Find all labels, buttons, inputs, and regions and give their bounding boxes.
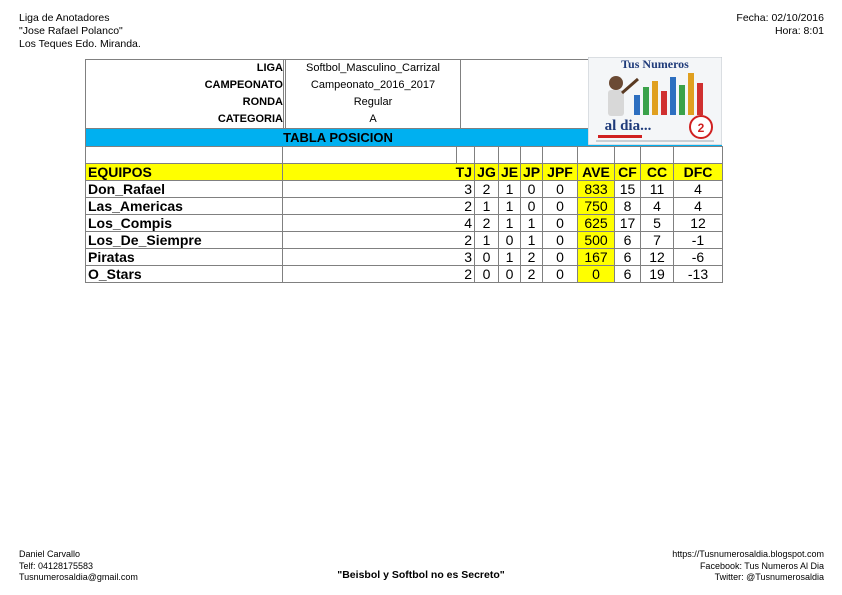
standings-table bbox=[85, 146, 722, 283]
author-phone: Telf: 04128175583 bbox=[19, 560, 94, 571]
cell-ave: 750 bbox=[578, 198, 615, 215]
cell-ave: 167 bbox=[578, 249, 615, 266]
cell-jg: 2 bbox=[475, 181, 499, 198]
cell-cf: 15 bbox=[615, 181, 641, 198]
facebook-link[interactable]: Facebook: Tus Numeros Al Dia bbox=[699, 560, 824, 571]
cell-tj: 2 bbox=[283, 198, 475, 215]
cell-jp: 2 bbox=[521, 266, 543, 283]
col-jp: JP bbox=[521, 164, 543, 181]
header-datetime bbox=[736, 12, 824, 38]
info-row-liga bbox=[86, 60, 590, 77]
cell-dfc: 4 bbox=[674, 198, 723, 215]
blog-link[interactable]: https://Tusnumerosaldia.blogspot.com bbox=[672, 549, 824, 559]
cell-jg: 2 bbox=[475, 215, 499, 232]
cell-cc: 19 bbox=[641, 266, 674, 283]
cell-jpf: 0 bbox=[543, 181, 578, 198]
cell-jpf: 0 bbox=[543, 249, 578, 266]
cell-jg: 0 bbox=[475, 249, 499, 266]
col-dfc: DFC bbox=[674, 164, 723, 181]
col-equipos: EQUIPOS bbox=[86, 164, 283, 181]
spacer-row bbox=[86, 147, 723, 164]
team-name: Don_Rafael bbox=[86, 181, 283, 198]
svg-text:2: 2 bbox=[697, 121, 705, 135]
logo-top-text: Tus Numeros bbox=[621, 57, 689, 71]
report-date: Fecha: 02/10/2016 bbox=[736, 12, 824, 24]
cell-je: 1 bbox=[499, 198, 521, 215]
report-time: Hora: 8:01 bbox=[774, 25, 824, 37]
info-value: Regular bbox=[285, 94, 461, 111]
table-row bbox=[86, 266, 723, 283]
table-row bbox=[86, 198, 723, 215]
cell-dfc: 4 bbox=[674, 181, 723, 198]
cell-cc: 5 bbox=[641, 215, 674, 232]
table-row bbox=[86, 232, 723, 249]
cell-jg: 1 bbox=[475, 232, 499, 249]
cell-jg: 0 bbox=[475, 266, 499, 283]
cell-cc: 4 bbox=[641, 198, 674, 215]
cell-dfc: -6 bbox=[674, 249, 723, 266]
info-block bbox=[85, 59, 590, 129]
team-name: O_Stars bbox=[86, 266, 283, 283]
cell-ave: 500 bbox=[578, 232, 615, 249]
cell-jpf: 0 bbox=[543, 232, 578, 249]
standings-grid bbox=[85, 146, 723, 283]
cell-cf: 6 bbox=[615, 266, 641, 283]
info-value: Campeonato_2016_2017 bbox=[285, 77, 461, 94]
cell-ave: 833 bbox=[578, 181, 615, 198]
team-name: Las_Americas bbox=[86, 198, 283, 215]
team-name: Piratas bbox=[86, 249, 283, 266]
cell-je: 0 bbox=[499, 232, 521, 249]
header-org bbox=[19, 12, 141, 51]
cell-tj: 3 bbox=[283, 249, 475, 266]
table-row bbox=[86, 249, 723, 266]
col-tj: TJ bbox=[283, 164, 475, 181]
cell-tj: 2 bbox=[283, 232, 475, 249]
cell-jpf: 0 bbox=[543, 198, 578, 215]
cell-jpf: 0 bbox=[543, 215, 578, 232]
info-row-categoria bbox=[86, 111, 590, 128]
info-row-campeonato bbox=[86, 77, 590, 94]
info-row-ronda bbox=[86, 94, 590, 111]
author-name: Daniel Carvallo bbox=[19, 549, 81, 559]
col-cc: CC bbox=[641, 164, 674, 181]
info-label: CATEGORIA bbox=[217, 113, 283, 125]
logo-bottom-text: al dia... bbox=[604, 118, 652, 134]
col-je: JE bbox=[499, 164, 521, 181]
brand-logo bbox=[588, 57, 722, 145]
col-cf: CF bbox=[615, 164, 641, 181]
org-name: Liga de Anotadores bbox=[19, 12, 110, 24]
cell-dfc: -1 bbox=[674, 232, 723, 249]
table-row bbox=[86, 181, 723, 198]
table-title: TABLA POSICION bbox=[283, 130, 393, 145]
cell-je: 1 bbox=[499, 215, 521, 232]
cell-je: 1 bbox=[499, 249, 521, 266]
cell-cf: 17 bbox=[615, 215, 641, 232]
cell-jp: 2 bbox=[521, 249, 543, 266]
info-value: Softbol_Masculino_Carrizal bbox=[285, 60, 461, 77]
author-email: Tusnumerosaldia@gmail.com bbox=[19, 572, 138, 582]
title-bar bbox=[85, 129, 590, 146]
logo-image bbox=[588, 57, 722, 145]
table-header-row bbox=[86, 164, 723, 181]
info-label: CAMPEONATO bbox=[204, 79, 283, 91]
cell-dfc: -13 bbox=[674, 266, 723, 283]
col-ave: AVE bbox=[578, 164, 615, 181]
cell-jp: 0 bbox=[521, 198, 543, 215]
cell-jpf: 0 bbox=[543, 266, 578, 283]
info-value: A bbox=[285, 111, 461, 128]
org-subtitle: "Jose Rafael Polanco" bbox=[19, 25, 123, 37]
info-label: RONDA bbox=[242, 96, 283, 108]
cell-jp: 1 bbox=[521, 232, 543, 249]
info-label: LIGA bbox=[256, 62, 283, 74]
cell-jg: 1 bbox=[475, 198, 499, 215]
cell-cf: 6 bbox=[615, 232, 641, 249]
cell-dfc: 12 bbox=[674, 215, 723, 232]
cell-je: 1 bbox=[499, 181, 521, 198]
table-row bbox=[86, 215, 723, 232]
col-jg: JG bbox=[475, 164, 499, 181]
cell-tj: 4 bbox=[283, 215, 475, 232]
org-location: Los Teques Edo. Miranda. bbox=[19, 38, 141, 50]
team-name: Los_De_Siempre bbox=[86, 232, 283, 249]
team-name: Los_Compis bbox=[86, 215, 283, 232]
cell-tj: 3 bbox=[283, 181, 475, 198]
cell-je: 0 bbox=[499, 266, 521, 283]
cell-jp: 0 bbox=[521, 181, 543, 198]
cell-ave: 625 bbox=[578, 215, 615, 232]
twitter-link[interactable]: Twitter: @Tusnumerosaldia bbox=[714, 572, 824, 582]
cell-ave: 0 bbox=[578, 266, 615, 283]
footer-slogan: "Beisbol y Softbol no es Secreto" bbox=[337, 569, 505, 581]
cell-cc: 7 bbox=[641, 232, 674, 249]
cell-tj: 2 bbox=[283, 266, 475, 283]
cell-cf: 6 bbox=[615, 249, 641, 266]
cell-cc: 12 bbox=[641, 249, 674, 266]
cell-cf: 8 bbox=[615, 198, 641, 215]
footer-links bbox=[672, 549, 824, 584]
cell-jp: 1 bbox=[521, 215, 543, 232]
col-jpf: JPF bbox=[543, 164, 578, 181]
cell-cc: 11 bbox=[641, 181, 674, 198]
